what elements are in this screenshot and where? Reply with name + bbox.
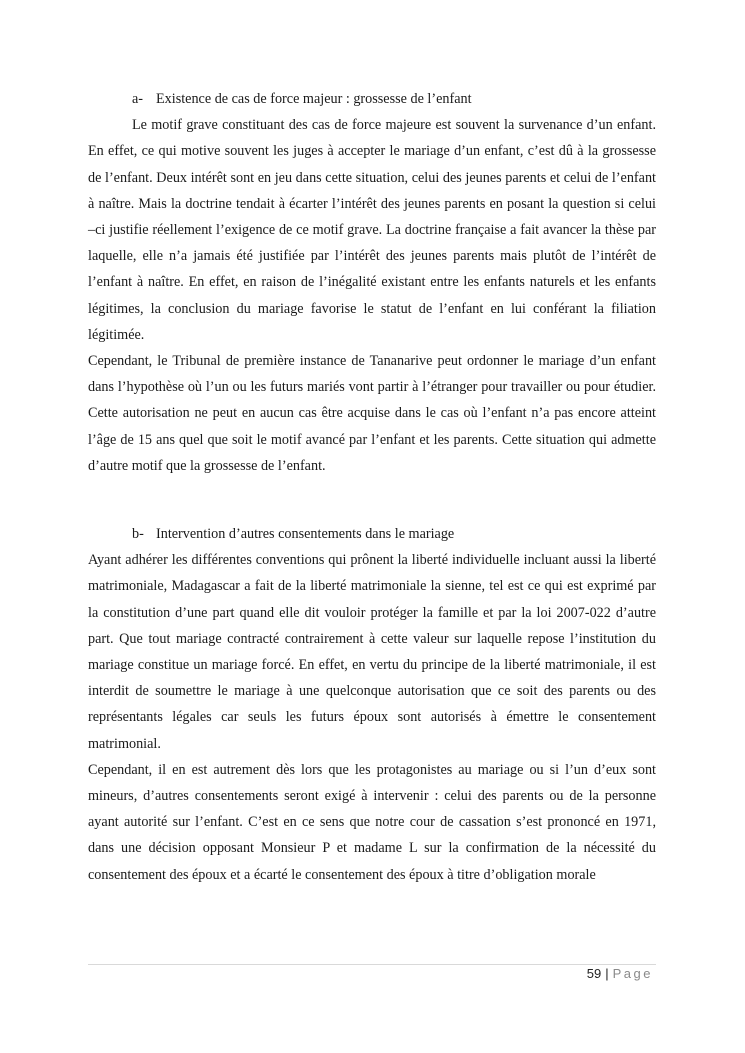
page-body <box>88 86 656 888</box>
section-b-paragraph-2: Cependant, il en est autrement dès lors que les protagonistes au mariage ou si l’un d’eux sont mineurs, d’autres consentements seront exigé à intervenir : celui des parents ou de la personne ayant autorité sur l’enfant. C’est en ce sens que notre cour de cassation s’est prononcé en 1971, dans une décision opposant Monsieur P et madame L sur la confirmation de la nécessité du consentement des époux et a écarté le consentement des époux à titre d’obligation morale <box>88 761 656 883</box>
section-a-marker: a- <box>132 91 144 107</box>
section-b-title: Intervention d’autres consentements dans le mariage <box>156 526 455 543</box>
section-a-paragraph-1: Le motif grave constituant des cas de force majeure est souvent la survenance d’un enfant. En effet, ce qui motive souvent les juges à accepter le mariage d’un enfant, c’est dû à la grossesse de l’enfant. Deux intérêt sont en jeu dans cette situation, celui des jeunes parents et celui de l’enfant à naître. Mais la doctrine tendait à écarter l’intérêt des jeunes parents en posant la question si celui –ci justifie réellement l’exigence de ce motif grave. La doctrine française a fait avancer la thèse par laquelle, elle n’a jamais été justifiée par l’intérêt des jeunes parents mais plutôt de l’intérêt de l’enfant à naître. En effet, en raison de l’inégalité existant entre les enfants naturels et les enfants légitimes, la conclusion du mariage favorise le statut de l’enfant en lui conférant la filiation légitimée. <box>88 117 656 343</box>
section-a-heading <box>88 86 656 112</box>
section-b-heading <box>88 521 656 547</box>
section-a-paragraph-2: Cependant, le Tribunal de première instance de Tananarive peut ordonner le mariage d’un enfant dans l’hypothèse où l’un ou les futurs mariés vont partir à l’étranger pour travailler ou pour étudier. Cette autorisation ne peut en aucun cas être acquise dans le cas où l’enfant n’a pas encore atteint l’âge de 15 ans quel que soit le motif avancé par l’enfant et les parents. Cette situation qui admette d’autre motif que la grossesse de l’enfant. <box>88 353 656 474</box>
section-b-paragraph-1: Ayant adhérer les différentes conventions qui prônent la liberté individuelle incluant aussi la liberté matrimoniale, Madagascar a fait de la liberté matrimoniale la sienne, tel est ce qui est exprimé par la constitution d’une part quand elle dit vouloir protéger la famille et par la loi 2007-022 d’autre part. Que tout mariage contracté contrairement à cette valeur sur laquelle repose l’institution du mariage constitue un mariage forcé. En effet, en vertu du principe de la liberté matrimoniale, il est interdit de soumettre le mariage à une quelconque autorisation que ce soit des parents ou des représentants légales car seuls les futurs époux sont autorisés à émettre le consentement matrimonial. <box>88 552 656 752</box>
section-a-title: Existence de cas de force majeur : grossesse de l’enfant <box>156 91 472 107</box>
page-label: Page <box>612 966 653 981</box>
section-b-marker: b- <box>132 526 144 543</box>
page-footer <box>587 966 653 981</box>
footer-separator: | <box>605 966 609 981</box>
footer-divider <box>88 964 656 965</box>
page-number: 59 <box>586 966 602 981</box>
